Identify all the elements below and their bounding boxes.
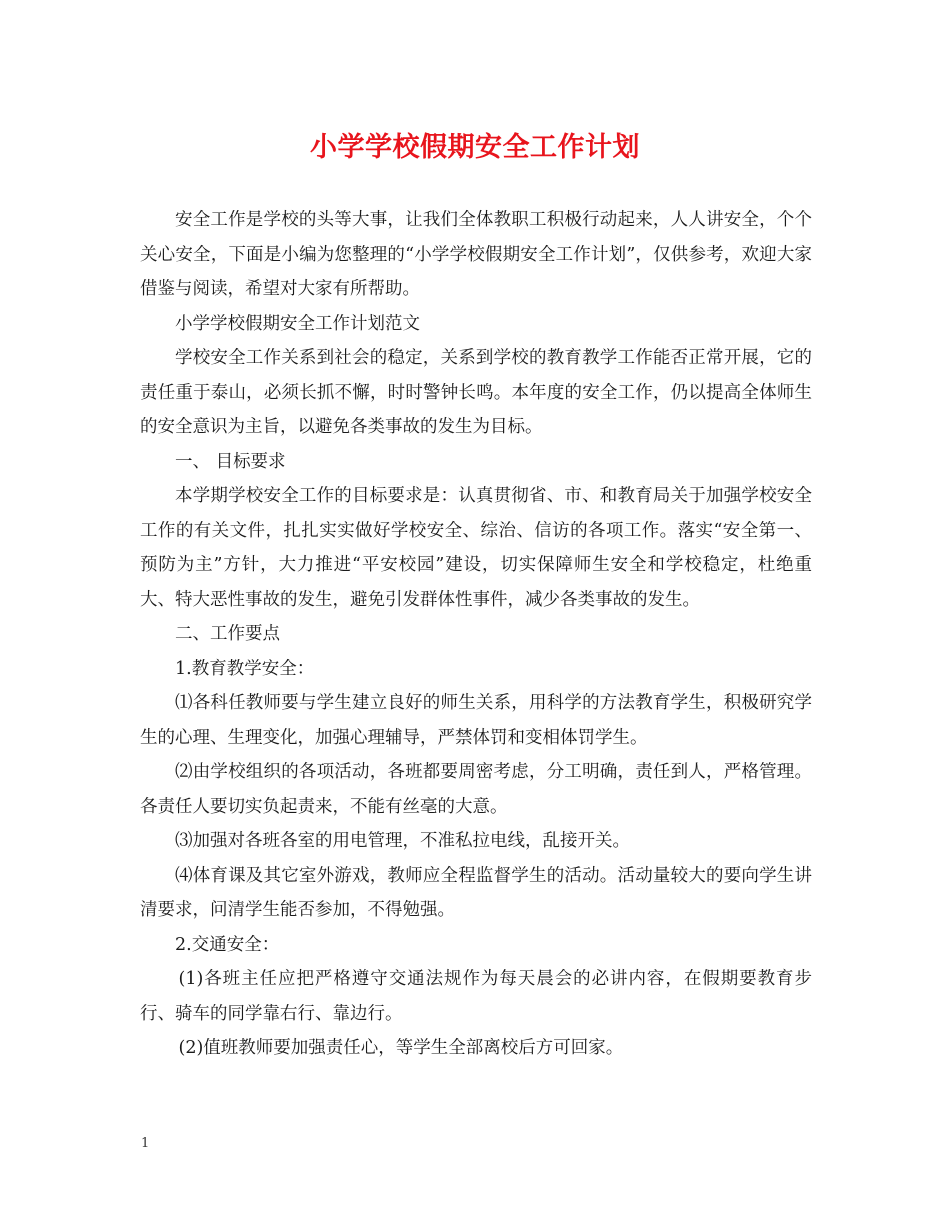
document-body <box>140 203 812 1066</box>
body-paragraph: 本学期学校安全工作的目标要求是：认真贯彻省、市、和教育局关于加强学校安全工作的有关文件，扎扎实实做好学校安全、综治、信访的各项工作。落实“安全第一、预防为主”方针，大力推进“平安校园”建设，切实保障师生安全和学校稳定，杜绝重大、特大恶性事故的发生，避免引发群体性事件，减少各类事故的发生。 <box>140 486 812 610</box>
page-number: 1 <box>141 1136 150 1151</box>
list-item: ⑴各科任教师要与学生建立良好的师生关系，用科学的方法教育学生，积极研究学生的心理、生理变化，加强心理辅导，严禁体罚和变相体罚学生。 <box>140 693 812 748</box>
list-item: ⑷体育课及其它室外游戏，教师应全程监督学生的活动。活动量较大的要向学生讲清要求，问清学生能否参加，不得勉强。 <box>140 865 812 920</box>
body-paragraph: 学校安全工作关系到社会的稳定，关系到学校的教育教学工作能否正常开展，它的责任重于泰山，必须长抓不懈，时时警钟长鸣。本年度的安全工作，仍以提高全体师生的安全意识为主旨，以避免各类事故的发生为目标。 <box>140 348 812 437</box>
document-title: 小学学校假期安全工作计划 <box>310 132 640 163</box>
section-heading-key-points: 二、工作要点 <box>175 624 280 644</box>
list-item: ⑵由学校组织的各项活动，各班都要周密考虑，分工明确，责任到人，严格管理。各责任人要切实负起责来，不能有丝毫的大意。 <box>140 762 812 817</box>
subtitle-paragraph: 小学学校假期安全工作计划范文 <box>175 313 420 334</box>
subsection-heading-teaching-safety: 1.教育教学安全： <box>175 658 315 679</box>
list-item: (1)各班主任应把严格遵守交通法规作为每天晨会的必讲内容，在假期要教育步行、骑车的同学靠右行、靠边行。 <box>140 969 812 1024</box>
list-item: (2)值班教师要加强责任心，等学生全部离校后方可回家。 <box>178 1038 624 1058</box>
intro-paragraph: 安全工作是学校的头等大事，让我们全体教职工积极行动起来，人人讲安全，个个关心安全，下面是小编为您整理的“小学学校假期安全工作计划”，仅供参考，欢迎大家借鉴与阅读，希望对大家有所帮助。 <box>140 210 812 299</box>
subsection-heading-traffic-safety: 2.交通安全： <box>175 934 280 955</box>
section-heading-goals: 一、 目标要求 <box>175 451 286 472</box>
list-item: ⑶加强对各班各室的用电管理，不准私拉电线，乱接开关。 <box>175 831 630 851</box>
